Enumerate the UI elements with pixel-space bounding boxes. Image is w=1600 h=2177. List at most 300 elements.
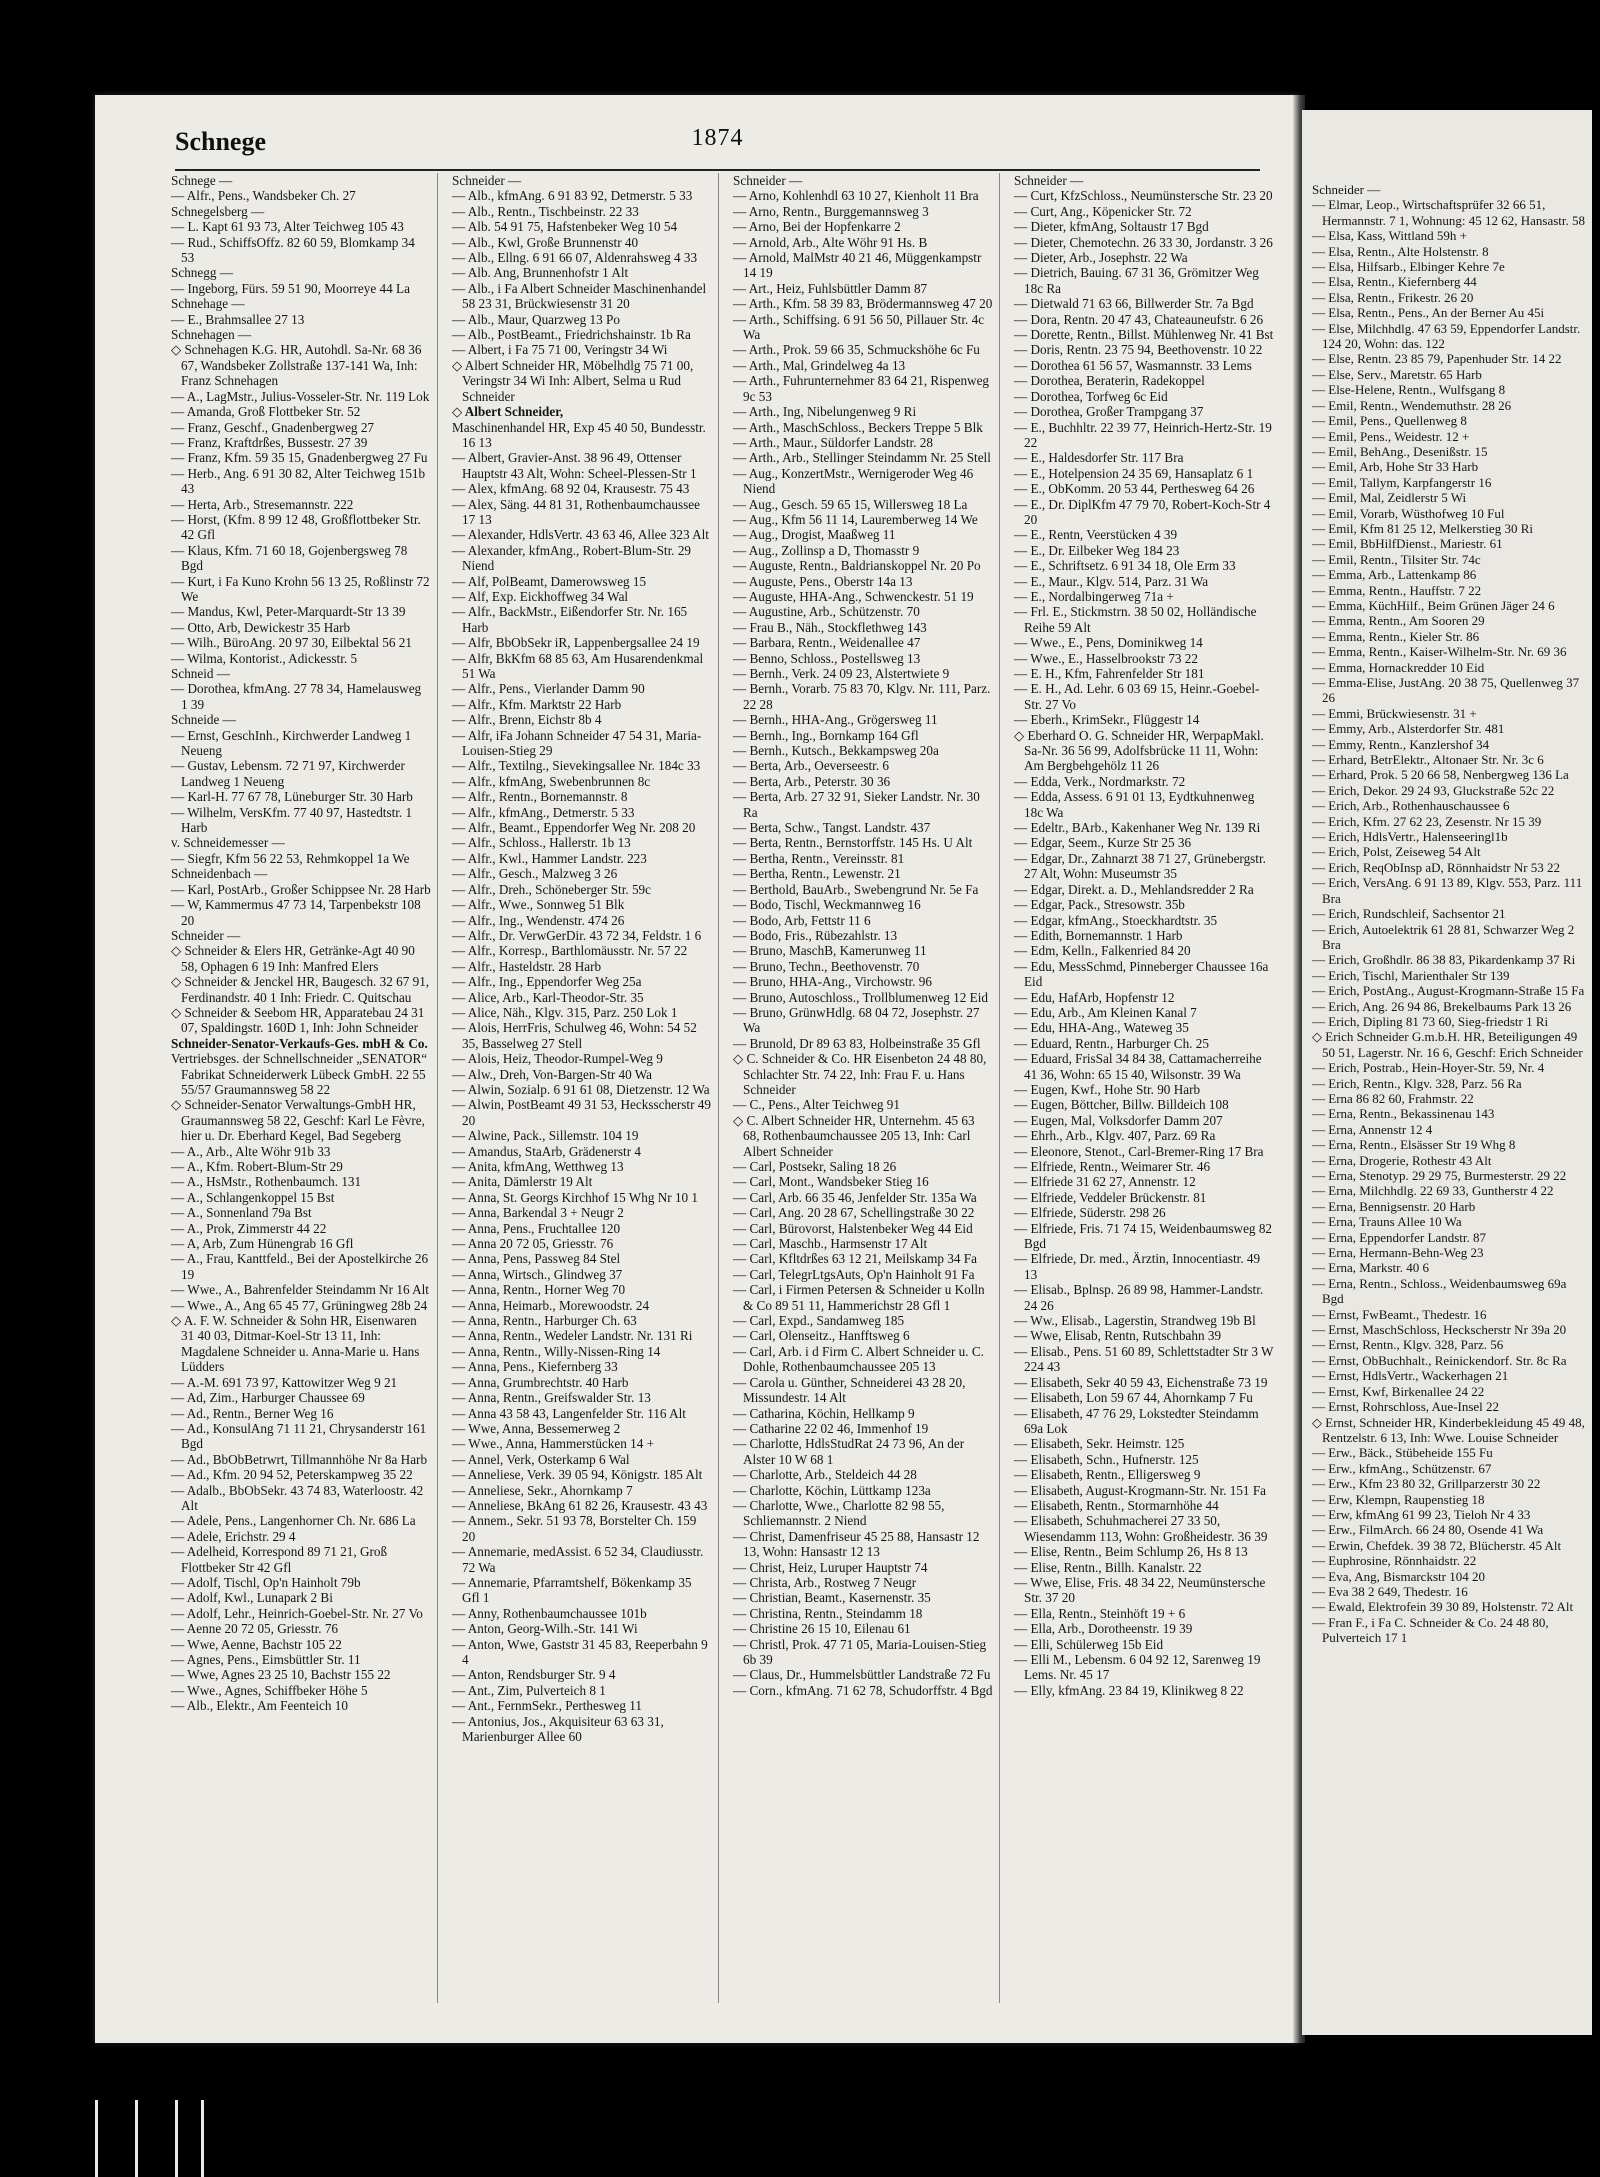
- directory-entry: — Anneliese, Sekr., Ahornkamp 7: [452, 1482, 633, 1498]
- directory-entry: ◇ Schneider & Elers HR, Getränke-Agt 40 90 58, Ophagen 6 19 Inh: Manfred Elers: [171, 943, 415, 974]
- directory-entry: — Erw, kfmAng 61 99 23, Tieloh Nr 4 33: [1312, 1506, 1531, 1522]
- directory-entry: — Aug., Kfm 56 11 14, Lauremberweg 14 We: [733, 511, 978, 527]
- adjacent-page-column: [1312, 182, 1588, 2025]
- directory-entry: — Karl-H. 77 67 78, Lüneburger Str. 30 Harb: [171, 789, 413, 805]
- directory-entry: — Elsa, Hilfsarb., Elbinger Kehre 7e: [1312, 259, 1505, 275]
- directory-entry: — Art., Heiz, Fuhlsbüttler Damm 87: [733, 280, 928, 296]
- directory-entry: — Catharina, Köchin, Hellkamp 9: [733, 1405, 915, 1421]
- directory-entry: — Alb., Rentn., Tischbeinstr. 22 33: [452, 203, 639, 219]
- directory-entry: — Frl. E., Stickmstrn. 38 50 02, Holländische Reihe 59 Alt: [1014, 604, 1257, 635]
- directory-entry: — Rud., SchiffsOffz. 82 60 59, Blomkamp 34 53: [171, 234, 415, 266]
- directory-entry: — Ehrh., Arb., Klgv. 407, Parz. 69 Ra: [1014, 1128, 1216, 1144]
- directory-entry: — Elisabeth, Rentn., Elligersweg 9: [1014, 1467, 1201, 1483]
- directory-entry: — Auguste, HHA-Ang., Schwenckestr. 51 19: [733, 588, 974, 604]
- directory-entry: — Eduard, FrisSal 34 84 38, Cattamacherreihe 41 36, Wohn: 65 15 40, Wilsonstr. 39 Wa: [1014, 1051, 1262, 1082]
- directory-entry: — Carl, i Firmen Petersen & Schneider u Kolln & Co 89 51 11, Hammerichstr 28 Gfl 1: [733, 1282, 985, 1313]
- directory-entry: — Eva, Ang, Bismarckstr 104 20: [1312, 1568, 1485, 1584]
- directory-entry: — Fran F., i Fa C. Schneider & Co. 24 48 80, Pulverteich 17 1: [1312, 1614, 1549, 1646]
- directory-entry: — Else, Rentn. 23 85 79, Papenhuder Str. 14 22: [1312, 351, 1562, 367]
- directory-entry: — Emil, Vorarb, Wüsthofweg 10 Ful: [1312, 505, 1505, 521]
- directory-entry: — Aug., Gesch. 59 65 15, Willersweg 18 La: [733, 496, 968, 512]
- directory-entry: — Carl, Olenseitz., Hanfftsweg 6: [733, 1328, 910, 1344]
- directory-entry: — Adele, Pens., Langenhorner Ch. Nr. 686 La: [171, 1513, 416, 1529]
- directory-entry: — Mandus, Kwl, Peter-Marquardt-Str 13 39: [171, 604, 406, 620]
- directory-entry: — Alfr., Hasteldstr. 28 Harb: [452, 958, 602, 974]
- directory-entry: — Ernst, GeschInh., Kirchwerder Landweg 1 Neueng: [171, 727, 412, 759]
- page-header: [175, 123, 1260, 163]
- directory-entry: — Erich, Dipling 81 73 60, Sieg-friedstr 1 Ri: [1312, 1013, 1549, 1029]
- directory-entry: ◇ Eberhard O. G. Schneider HR, WerpapMakl. Sa-Nr. 36 56 99, Adolfsbrücke 11 11, Wohn: Am Bergbehgehölz 11 26: [1014, 727, 1264, 774]
- directory-entry: — Charlotte, Arb., Steldeich 44 28: [733, 1467, 917, 1483]
- directory-entry: — Anton, Georg-Wilh.-Str. 141 Wi: [452, 1621, 638, 1637]
- directory-entry: ◇ Schnehagen K.G. HR, Autohdl. Sa-Nr. 68 36 67, Wandsbeker Zollstraße 137-141 Wa, Inh: Franz Schnehagen: [171, 342, 422, 389]
- directory-entry: — Dieter, kfmAng, Soltaustr 17 Bgd: [1014, 219, 1209, 235]
- directory-entry: — Carl, Maschb., Harmsenstr 17 Alt: [733, 1236, 928, 1252]
- directory-entry: — Emmy, Rentn., Kanzlershof 34: [1312, 736, 1490, 752]
- directory-entry: — Alex, kfmAng. 68 92 04, Krausestr. 75 43: [452, 481, 690, 497]
- directory-entry: — Edgar, Seem., Kurze Str 25 36: [1014, 835, 1192, 851]
- directory-entry: — Albert, Gravier-Anst. 38 96 49, Ottenser Hauptstr 43 Alt, Wohn: Scheel-Plessen-Str 1: [452, 450, 697, 481]
- directory-entry: — Edgar, Pack., Stresowstr. 35b: [1014, 897, 1185, 913]
- directory-entry: — Wilma, Kontorist., Adickesstr. 5: [171, 650, 358, 666]
- listing-column-3: [727, 173, 1000, 2003]
- directory-entry: — Else-Helene, Rentn., Wulfsgang 8: [1312, 382, 1506, 398]
- directory-entry: ◇ C. Schneider & Co. HR Eisenbeton 24 48 80, Schlachter Str. 74 22, Inh: Frau F. u. Hans Schneider: [733, 1051, 987, 1097]
- directory-entry: — Agnes, Pens., Eimsbüttler Str. 11: [171, 1652, 361, 1667]
- scan-marker-bar: [95, 2100, 98, 2177]
- page-number: 1874: [691, 125, 744, 151]
- directory-entry: — Christl, Prok. 47 71 05, Maria-Louisen-Stieg 6b 39: [733, 1636, 987, 1667]
- directory-entry: — Ant., FernmSekr., Perthesweg 11: [452, 1698, 642, 1714]
- scanned-directory-page: [95, 95, 1300, 2043]
- directory-entry: — Alfr, BbObSekr iR, Lappenbergsallee 24 19: [452, 635, 700, 651]
- directory-entry: — Dorothea 61 56 57, Wasmannstr. 33 Lems: [1014, 357, 1252, 373]
- directory-entry: — Erna, Rentn., Bekassinenau 143: [1312, 1106, 1495, 1122]
- directory-entry: — Alwin, PostBeamt 49 31 53, Hecksscherstr 49 20: [452, 1097, 711, 1128]
- directory-entry: — Curt, KfzSchloss., Neumünstersche Str. 23 20: [1014, 188, 1273, 204]
- directory-entry: — Ad., KonsulAng 71 11 21, Chrysanderstr 161 Bgd: [171, 1420, 427, 1452]
- directory-entry: — Charlotte, Köchin, Lüttkamp 123a: [733, 1482, 931, 1498]
- directory-entry: — Erich, PostAng., August-Krogmann-Straße 15 Fa: [1312, 983, 1585, 999]
- directory-entry: — Alf, PolBeamt, Damerowsweg 15: [452, 573, 647, 589]
- running-head: Schnege: [175, 127, 266, 156]
- directory-entry: Schnehage —: [171, 296, 245, 312]
- directory-entry: — Emma, Hornackredder 10 Eid: [1312, 659, 1485, 675]
- directory-entry: — Erich, Dekor. 29 24 93, Gluckstraße 52c 22: [1312, 782, 1555, 798]
- directory-entry: — Alfr., kfmAng, Swebenbrunnen 8c: [452, 773, 651, 789]
- directory-entry: — Eleonore, Stenot., Carl-Bremer-Ring 17 Bra: [1014, 1143, 1264, 1159]
- adjacent-page: [1302, 110, 1592, 2035]
- directory-entry: — Emmy, Arb., Alsterdorfer Str. 481: [1312, 721, 1505, 737]
- directory-entry: — Edu, HHA-Ang., Wateweg 35: [1014, 1020, 1189, 1036]
- directory-entry: — Eugen, Mal, Volksdorfer Damm 207: [1014, 1112, 1223, 1128]
- directory-entry: Schneidenbach —: [171, 866, 268, 882]
- directory-entry: — Dorette, Rentn., Billst. Mühlenweg Nr. 41 Bst: [1014, 327, 1274, 343]
- directory-entry: — E., ObKomm. 20 53 44, Perthesweg 64 26: [1014, 481, 1255, 497]
- directory-entry: — Erich, ReqObInsp aD, Rönnhaidstr Nr 53 22: [1312, 859, 1561, 875]
- directory-entry: — Erich, Großhdlr. 86 38 83, Pikardenkamp 37 Ri: [1312, 952, 1576, 968]
- directory-entry: — A., HsMstr., Rothenbaumch. 131: [171, 1174, 362, 1190]
- directory-entry: — Curt, Ang., Köpenicker Str. 72: [1014, 203, 1192, 219]
- directory-entry: — Erna, Trauns Allee 10 Wa: [1312, 1214, 1462, 1230]
- directory-entry: — Anita, kfmAng, Wetthweg 13: [452, 1159, 624, 1174]
- directory-entry: — Emil, Kfm 81 25 12, Melkerstieg 30 Ri: [1312, 520, 1533, 536]
- directory-entry: — E., Schriftsetz. 6 91 34 18, Ole Erm 33: [1014, 558, 1236, 574]
- directory-entry: — E., Dr. DiplKfm 47 79 70, Robert-Koch-Str 4 20: [1014, 496, 1271, 527]
- directory-entry: — Ad., BbObBetrwrt, Tillmannhöhe Nr 8a Harb: [171, 1451, 428, 1467]
- directory-entry: — Erich, Ang. 26 94 86, Brekelbaums Park 13 26: [1312, 998, 1572, 1014]
- directory-entry: — Arth., Ing, Nibelungenweg 9 Ri: [733, 404, 917, 420]
- directory-entry: ◇ Schneider & Seebom HR, Apparatebau 24 31 07, Spaldingstr. 160D 1, Inh: John Schneider: [171, 1004, 425, 1036]
- directory-entry: — Adalb., BbObSekr. 43 74 83, Waterloostr. 42 Alt: [171, 1482, 424, 1513]
- directory-entry: — Arth., Prok. 59 66 35, Schmuckshöhe 6c Fu: [733, 342, 980, 358]
- directory-entry: — Klaus, Kfm. 71 60 18, Gojenbergsweg 78 Bgd: [171, 542, 408, 574]
- directory-entry: — Anna, Pens, Passweg 84 Stel: [452, 1251, 621, 1267]
- directory-entry: — Amanda, Groß Flottbeker Str. 52: [171, 404, 361, 420]
- directory-entry: — Edeltr., BArb., Kakenhaner Weg Nr. 139 Ri: [1014, 820, 1261, 836]
- directory-entry: — Christ, Damenfriseur 45 25 88, Hansastr 12 13, Wohn: Hansastr 12 13: [733, 1528, 980, 1560]
- directory-entry: — Ernst, ObBuchhalt., Reinickendorf. Str. 8c Ra: [1312, 1352, 1567, 1368]
- directory-entry: — Charlotte, HdlsStudRat 24 73 96, An der Alster 10 W 68 1: [733, 1436, 965, 1467]
- directory-entry: — Bruno, Techn., Beethovenstr. 70: [733, 958, 920, 974]
- directory-entry: — Elisabeth, Rentn., Stormarnhöhe 44: [1014, 1497, 1219, 1513]
- directory-entry: — Ella, Rentn., Steinhöft 19 + 6: [1014, 1605, 1186, 1621]
- directory-entry: — Wilhelm, VersKfm. 77 40 97, Hastedtstr. 1 Harb: [171, 804, 413, 836]
- directory-entry: — A, Arb, Zum Hünengrab 16 Gfl: [171, 1236, 354, 1252]
- directory-entry: — Anna, Pens., Fruchtallee 120: [452, 1220, 621, 1236]
- directory-entry: — Elsa, Rentn., Pens., An der Berner Au 45i: [1312, 305, 1545, 321]
- directory-entry: — Erna, Annenstr 12 4: [1312, 1121, 1433, 1137]
- directory-entry: — Alfr., Textilng., Sievekingsallee Nr. 184c 33: [452, 758, 701, 774]
- directory-entry: — Bernh., Ing., Bornkamp 164 Gfl: [733, 727, 919, 743]
- directory-entry: — Anna 43 58 43, Langenfelder Str. 116 Alt: [452, 1405, 686, 1421]
- directory-entry: — Wwe, Elisab, Rentn, Rutschbahn 39: [1014, 1328, 1222, 1344]
- directory-entry: — Erna, Hermann-Behn-Weg 23: [1312, 1245, 1484, 1261]
- directory-entry: — Elfriede, Rentn., Weimarer Str. 46: [1014, 1159, 1211, 1174]
- directory-entry: — Elfriede 31 62 27, Annenstr. 12: [1014, 1174, 1196, 1190]
- directory-entry: — Erw., kfmAng., Schützenstr. 67: [1312, 1460, 1492, 1476]
- directory-entry: Maschinenhandel HR, Exp 45 40 50, Bundesstr. 16 13: [452, 419, 706, 450]
- directory-entry: — Carola u. Günther, Schneiderei 43 28 20, Missundestr. 14 Alt: [733, 1374, 966, 1406]
- directory-entry: — Erich, Rundschleif, Sachsentor 21: [1312, 906, 1506, 922]
- directory-entry: — Bernh., HHA-Ang., Grögersweg 11: [733, 712, 938, 728]
- directory-entry: — Alois, Heiz, Theodor-Rumpel-Weg 9: [452, 1051, 663, 1067]
- directory-entry: — Elise, Rentn., Beim Schlump 26, Hs 8 13: [1014, 1544, 1248, 1560]
- directory-entry: — Alice, Arb., Karl-Theodor-Str. 35: [452, 989, 644, 1005]
- directory-entry: — Elsa, Rentn., Alte Holstenstr. 8: [1312, 243, 1489, 259]
- directory-entry: — Arth., Kfm. 58 39 83, Brödermannsweg 47 20: [733, 296, 993, 312]
- directory-entry: — Elli M., Lebensm. 6 04 92 12, Sarenweg 19 Lems. Nr. 45 17: [1014, 1652, 1261, 1683]
- directory-entry: — Alb. Ang, Brunnenhofstr 1 Alt: [452, 265, 629, 281]
- directory-entry: — Alb., kfmAng. 6 91 83 92, Detmerstr. 5 33: [452, 188, 693, 204]
- directory-entry: — Wwe, Aenne, Bachstr 105 22: [171, 1636, 342, 1652]
- directory-entry: — Adelheid, Korrespond 89 71 21, Groß Flottbeker Str 42 Gfl: [171, 1544, 388, 1575]
- directory-entry: Schneid —: [171, 666, 230, 681]
- directory-entry: — Carl, Ang. 20 28 67, Schellingstraße 30 22: [733, 1205, 975, 1221]
- directory-entry: — Anny, Rothenbaumchaussee 101b: [452, 1605, 647, 1621]
- directory-entry: — Erich, Postrab., Hein-Hoyer-Str. 59, Nr. 4: [1312, 1060, 1545, 1076]
- directory-entry: — Benno, Schloss., Postellsweg 13: [733, 650, 921, 666]
- directory-entry: — A., Prok, Zimmerstr 44 22: [171, 1220, 327, 1236]
- directory-entry: — Alfr., Wwe., Sonnweg 51 Blk: [452, 897, 625, 913]
- directory-entry: — E., Rentn, Veerstücken 4 39: [1014, 527, 1178, 543]
- directory-entry: — Catharine 22 02 46, Immenhof 19: [733, 1420, 929, 1436]
- directory-entry: — Carl, Expd., Sandamweg 185: [733, 1313, 905, 1329]
- directory-entry: — Gustav, Lebensm. 72 71 97, Kirchwerder Landweg 1 Neueng: [171, 758, 405, 789]
- directory-entry: — E., Brahmsallee 27 13: [171, 311, 305, 327]
- directory-entry: — Emma, Rentn., Kieler Str. 86: [1312, 628, 1480, 644]
- directory-entry: — Alb., Ellng. 6 91 66 07, Aldenrahsweg 4 33: [452, 250, 698, 266]
- directory-entry: — Franz, Geschf., Gnadenbergweg 27: [171, 419, 375, 435]
- directory-entry: Schneider —: [452, 173, 522, 188]
- directory-entry: — Alfr., BackMstr., Eißendorfer Str. Nr. 165 Harb: [452, 604, 688, 635]
- directory-entry: — Charlotte, Wwe., Charlotte 82 98 55, Schliemannstr. 2 Niend: [733, 1497, 945, 1529]
- directory-entry: Schneider-Senator-Verkaufs-Ges. mbH & Co.: [171, 1035, 428, 1051]
- directory-entry: — Erna, Rentn., Schloss., Weidenbaumsweg 69a Bgd: [1312, 1275, 1567, 1307]
- directory-entry: — Eduard, Rentn., Harburger Ch. 25: [1014, 1035, 1209, 1051]
- directory-entry: — Ad, Zim., Harburger Chaussee 69: [171, 1390, 365, 1406]
- directory-entry: — Erich, Arb., Rothenhauschaussee 6: [1312, 798, 1510, 814]
- directory-entry: — Arnold, MalMstr 40 21 46, Müggenkampstr 14 19: [733, 250, 982, 281]
- listing-column-2: [446, 173, 719, 2003]
- directory-entry: — Alb., Maur, Quarzweg 13 Po: [452, 311, 620, 327]
- directory-entry: — Elfriede, Süderstr. 298 26: [1014, 1205, 1166, 1221]
- directory-entry: — Erna, Eppendorfer Landstr. 87: [1312, 1229, 1487, 1245]
- directory-entry: — Ernst, Kwf, Birkenallee 24 22: [1312, 1383, 1485, 1399]
- directory-entry: — Anna, Barkendal 3 + Neugr 2: [452, 1205, 624, 1221]
- directory-entry: — Alfr., Dr. VerwGerDir. 43 72 34, Feldstr. 1 6: [452, 927, 702, 943]
- directory-entry: — Erw., FilmArch. 66 24 80, Osende 41 Wa: [1312, 1522, 1544, 1538]
- directory-entry: — Anna, Rentn., Wedeler Landstr. Nr. 131 Ri: [452, 1328, 693, 1344]
- directory-entry: — Erich, Kfm. 27 62 23, Zesenstr. Nr 15 39: [1312, 813, 1542, 829]
- directory-entry: — Bodo, Tischl, Weckmannweg 16: [733, 897, 921, 913]
- directory-entry: — Alfr, iFa Johann Schneider 47 54 31, Maria-Louisen-Stieg 29: [452, 727, 702, 759]
- directory-entry: — Erich, Polst, Zeiseweg 54 Alt: [1312, 844, 1481, 860]
- directory-entry: Schneider —: [1014, 173, 1084, 188]
- directory-entry: ◇ Schneider & Jenckel HR, Baugesch. 32 67 91, Ferdinandstr. 40 1 Inh: Friedr. C. Quitschau: [171, 974, 430, 1005]
- directory-entry: ◇ A. F. W. Schneider & Sohn HR, Eisenwaren 31 40 03, Ditmar-Koel-Str 13 11, Inh: Magdalene Schneider u. Anna-Marie u. Hans Lüdders: [171, 1313, 420, 1375]
- directory-entry: — Elsa, Rentn., Frikestr. 26 20: [1312, 289, 1474, 305]
- directory-entry: — Arnold, Arb., Alte Wöhr 91 Hs. B: [733, 234, 928, 250]
- directory-entry: — Anna 20 72 05, Griesstr. 76: [452, 1236, 614, 1252]
- directory-entry: Vertriebsges. der Schnellschneider „SENATOR“ Fabrikat Schneiderwerk Lübeck GmbH. 22 55 55/57 Graumannsweg 58 22: [171, 1051, 428, 1097]
- directory-entry: — A., Schlangenkoppel 15 Bst: [171, 1189, 335, 1205]
- directory-entry: — Berta, Schw., Tangst. Landstr. 437: [733, 820, 931, 836]
- directory-entry: — Erhard, Prok. 5 20 66 58, Nenbergweg 136 La: [1312, 767, 1569, 783]
- listing-columns: [165, 173, 1280, 2003]
- directory-entry: — Else, Serv., Maretstr. 65 Harb: [1312, 366, 1482, 382]
- directory-entry: Schneider —: [1312, 182, 1381, 197]
- directory-entry: — A., LagMstr., Julius-Vosseler-Str. Nr. 119 Lok: [171, 388, 430, 404]
- directory-entry: — Anna, Rentn., Harburger Ch. 63: [452, 1313, 637, 1329]
- directory-entry: — Bruno, GrünwHdlg. 68 04 72, Josephstr. 27 Wa: [733, 1004, 980, 1036]
- directory-entry: — Erna, Drogerie, Rothestr 43 Alt: [1312, 1152, 1492, 1168]
- directory-entry: — Arth., Arb., Stellinger Steindamm Nr. 25 Stell: [733, 450, 991, 466]
- directory-entry: — Amandus, StaArb, Grädenerstr 4: [452, 1143, 641, 1159]
- directory-entry: — Adolf, Lehr., Heinrich-Goebel-Str. Nr. 27 Vo: [171, 1605, 423, 1621]
- directory-entry: — Elisab., Pens. 51 60 89, Schlettstadter Str 3 W 224 43: [1014, 1343, 1274, 1375]
- directory-entry: — Alb., i Fa Albert Schneider Maschinenhandel 58 23 31, Brückwiesenstr 31 20: [452, 280, 707, 312]
- directory-entry: — Annemarie, medAssist. 6 52 34, Claudiusstr. 72 Wa: [452, 1544, 704, 1575]
- directory-entry: — Alfr., Brenn, Eichstr 8b 4: [452, 712, 602, 728]
- directory-entry: — Auguste, Pens., Oberstr 14a 13: [733, 573, 913, 589]
- directory-entry: — Aug., KonzertMstr., Wernigeroder Weg 46 Niend: [733, 465, 974, 497]
- directory-entry: Schnehagen —: [171, 327, 252, 343]
- directory-entry: — Carl, Arb. i d Firm C. Albert Schneider u. C. Dohle, Rothenbaumchaussee 205 13: [733, 1343, 984, 1375]
- directory-entry: — Elisabeth, August-Krogmann-Str. Nr. 151 Fa: [1014, 1482, 1267, 1498]
- directory-entry: — Edgar, Dr., Zahnarzt 38 71 27, Grünebergstr. 27 Alt, Wohn: Museumstr 35: [1014, 850, 1266, 882]
- directory-entry: — Annemarie, Pfarramtshelf, Bökenkamp 35 Gfl 1: [452, 1574, 692, 1606]
- directory-entry: — Carl, Bürovorst, Halstenbeker Weg 44 Eid: [733, 1220, 973, 1236]
- directory-entry: — L. Kapt 61 93 73, Alter Teichweg 105 43: [171, 219, 404, 235]
- directory-entry: — Alois, HerrFris, Schulweg 46, Wohn: 54 52 35, Basselweg 27 Stell: [452, 1020, 697, 1051]
- directory-entry: — Ernst, Rohrschloss, Aue-Insel 22: [1312, 1399, 1500, 1415]
- directory-entry: — Ernst, Rentn., Klgv. 328, Parz. 56: [1312, 1337, 1504, 1353]
- directory-entry: — Bernh., Verk. 24 09 23, Alstertwiete 9: [733, 666, 950, 681]
- directory-entry: — Dieter, Arb., Josephstr. 22 Wa: [1014, 250, 1188, 266]
- directory-entry: — Aenne 20 72 05, Griesstr. 76: [171, 1621, 339, 1637]
- directory-entry: — E. H., Ad. Lehr. 6 03 69 15, Heinr.-Goebel-Str. 27 Vo: [1014, 681, 1260, 712]
- directory-entry: — Alfr., Schloss., Hallerstr. 1b 13: [452, 835, 631, 851]
- directory-entry: — Edgar, Direkt. a. D., Mehlandsredder 2 Ra: [1014, 881, 1254, 897]
- directory-entry: — Erna, Rentn., Elsässer Str 19 Whg 8: [1312, 1137, 1516, 1153]
- directory-entry: — Arth., Schiffsing. 6 91 56 50, Pillauer Str. 4c Wa: [733, 311, 985, 343]
- directory-entry: — Bruno, Autoschloss., Trollblumenweg 12 Eid: [733, 989, 988, 1005]
- directory-entry: — Alb. 54 91 75, Hafstenbeker Weg 10 54: [452, 219, 678, 235]
- directory-entry: — Arth., MaschSchloss., Beckers Treppe 5 Blk: [733, 419, 983, 435]
- directory-entry: — Anna, Rentn., Horner Weg 70: [452, 1282, 626, 1298]
- header-rule: [175, 169, 1260, 171]
- directory-entry: — W, Kammermus 47 73 14, Tarpenbekstr 108 20: [171, 897, 421, 928]
- directory-entry: — Elisabeth, 47 76 29, Lokstedter Steindamm 69a Lok: [1014, 1405, 1259, 1436]
- directory-entry: — Anna, Heimarb., Morewoodstr. 24: [452, 1297, 650, 1313]
- directory-entry: — Dieter, Chemotechn. 26 33 30, Jordanstr. 3 26: [1014, 234, 1273, 250]
- directory-entry: — Wwe., E., Pens, Dominikweg 14: [1014, 635, 1203, 651]
- directory-entry: — Emil, Pens., Weidestr. 12 +: [1312, 428, 1470, 444]
- directory-entry: — Dorothea, kfmAng. 27 78 34, Hamelausweg 1 39: [171, 681, 422, 712]
- directory-entry: — Adolf, Tischl, Op'n Hainholt 79b: [171, 1574, 361, 1590]
- directory-entry: — Erich, HdlsVertr., Halenseeringl1b: [1312, 829, 1508, 845]
- directory-entry: — Anneliese, BkAng 61 82 26, Krausestr. 43 43: [452, 1497, 708, 1513]
- directory-entry: — Bruno, MaschB, Kamerunweg 11: [733, 943, 927, 959]
- directory-entry: — Alw., Dreh, Von-Bargen-Str 40 Wa: [452, 1066, 653, 1082]
- directory-entry: — Alfr., kfmAng., Detmerstr. 5 33: [452, 804, 635, 820]
- directory-entry: — Arno, Kohlenhdl 63 10 27, Kienholt 11 Bra: [733, 188, 979, 204]
- directory-entry: — Carl, Arb. 66 35 46, Jenfelder Str. 135a Wa: [733, 1189, 977, 1205]
- directory-entry: — Anna, Grumbrechtstr. 40 Harb: [452, 1374, 629, 1390]
- directory-entry: — Elmar, Leop., Wirtschaftsprüfer 32 66 51, Hermannstr. 7 1, Wohnung: 45 12 62, Hansastr. 58: [1312, 197, 1586, 228]
- directory-entry: Schneider —: [171, 927, 241, 943]
- directory-entry: — Alb., PostBeamt., Friedrichshainstr. 1b Ra: [452, 327, 691, 343]
- directory-entry: — Augustine, Arb., Schützenstr. 70: [733, 604, 920, 620]
- directory-entry: — Elly, kfmAng. 23 84 19, Klinikweg 8 22: [1014, 1682, 1244, 1698]
- directory-entry: — Elisabeth, Sekr. Heimstr. 125: [1014, 1436, 1185, 1452]
- directory-entry: — Elfriede, Veddeler Brückenstr. 81: [1014, 1189, 1207, 1205]
- directory-entry: — Kurt, i Fa Kuno Krohn 56 13 25, Roßlinstr 72 We: [171, 573, 430, 604]
- directory-entry: — Alwin, Sozialp. 6 91 61 08, Dietzenstr. 12 Wa: [452, 1081, 710, 1097]
- directory-entry: — Alfr., Kwl., Hammer Landstr. 223: [452, 850, 647, 866]
- directory-entry: — Erna 86 82 60, Frahmstr. 22: [1312, 1090, 1474, 1106]
- directory-entry: ◇ Erich Schneider G.m.b.H. HR, Beteiligungen 49 50 51, Lagerstr. Nr. 16 6, Geschf: Erich Schneider: [1312, 1029, 1583, 1060]
- directory-entry: — Alfr, BkKfm 68 85 63, Am Husarendenkmal 51 Wa: [452, 650, 704, 681]
- directory-entry: — Elli, Schülerweg 15b Eid: [1014, 1636, 1164, 1652]
- directory-entry: — Alfr., Rentn., Bornemannstr. 8: [452, 789, 628, 805]
- directory-entry: — Anna, Rentn., Willy-Nissen-Ring 14: [452, 1343, 661, 1359]
- directory-entry: — Herta, Arb., Stresemannstr. 222: [171, 496, 354, 512]
- directory-entry: — Alfr., Dreh., Schöneberger Str. 59c: [452, 881, 651, 897]
- directory-entry: — Anna, Pens., Kiefernberg 33: [452, 1359, 618, 1375]
- directory-entry: — Bodo, Arb, Fettstr 11 6: [733, 912, 871, 928]
- directory-entry: — Erna, Markstr. 40 6: [1312, 1260, 1429, 1276]
- directory-entry: — Erhard, BetrElektr., Altonaer Str. Nr. 3c 6: [1312, 752, 1544, 768]
- directory-entry: — Edu, Arb., Am Kleinen Kanal 7: [1014, 1004, 1197, 1020]
- directory-entry: Schneide —: [171, 712, 236, 728]
- directory-entry: — Anton, Rendsburger Str. 9 4: [452, 1667, 616, 1683]
- directory-entry: — Ingeborg, Fürs. 59 51 90, Moorreye 44 La: [171, 280, 410, 296]
- directory-entry: — Emil, Rentn., Tilsiter Str. 74c: [1312, 551, 1481, 567]
- directory-entry: — Dietwald 71 63 66, Billwerder Str. 7a Bgd: [1014, 296, 1254, 312]
- directory-entry: — Erich, Rentn., Klgv. 328, Parz. 56 Ra: [1312, 1075, 1522, 1091]
- directory-entry: — Alice, Näh., Klgv. 315, Parz. 250 Lok 1: [452, 1004, 678, 1020]
- directory-entry: — Dora, Rentn. 20 47 43, Chateauneufstr. 6 26: [1014, 311, 1264, 327]
- directory-entry: ◇ C. Albert Schneider HR, Unternehm. 45 63 68, Rothenbaumchaussee 205 13, Inh: Carl Albert Schneider: [733, 1112, 975, 1159]
- directory-entry: — Erna, Stenotyp. 29 29 75, Burmesterstr. 29 22: [1312, 1168, 1567, 1183]
- directory-entry: — Emma, KüchHilf., Beim Grünen Jäger 24 6: [1312, 597, 1555, 613]
- directory-entry: — Antonius, Jos., Akquisiteur 63 63 31, Marienburger Allee 60: [452, 1713, 664, 1745]
- directory-entry: — Otto, Arb, Dewickestr 35 Harb: [171, 619, 351, 635]
- directory-entry: — Carl, Postsekr, Saling 18 26: [733, 1159, 897, 1174]
- directory-entry: — Wwe, Anna, Bessemerweg 2: [452, 1420, 621, 1436]
- directory-entry: — Franz, Kfm. 59 35 15, Gnadenbergweg 27 Fu: [171, 450, 428, 466]
- directory-entry: — Emil, Tallym, Karpfangerstr 16: [1312, 474, 1492, 490]
- directory-entry: — Elsa, Kass, Wittland 59h +: [1312, 228, 1467, 244]
- directory-entry: — Bertha, Rentn., Vereinsstr. 81: [733, 850, 905, 866]
- directory-entry: — Arno, Bei der Hopfenkarre 2: [733, 219, 901, 235]
- directory-entry: — Alfr., Beamt., Eppendorfer Weg Nr. 208 20: [452, 820, 696, 836]
- directory-entry: — Alf, Exp. Eickhoffweg 34 Wal: [452, 588, 629, 604]
- directory-entry: — Arth., Fuhrunternehmer 83 64 21, Rispenweg 9c 53: [733, 373, 990, 404]
- directory-entry: — E., Hotelpension 24 35 69, Hansaplatz 6 1: [1014, 465, 1254, 481]
- directory-entry: — Elfriede, Dr. med., Ärztin, Innocentiastr. 49 13: [1014, 1251, 1261, 1282]
- directory-entry: — Adolf, Kwl., Lunapark 2 Bi: [171, 1590, 333, 1606]
- directory-entry: — Eberh., KrimSekr., Flüggestr 14: [1014, 712, 1200, 728]
- directory-entry: — Emma, Rentn., Kaiser-Wilhelm-Str. Nr. 69 36: [1312, 644, 1567, 660]
- scan-marker-bars: [95, 2100, 205, 2177]
- directory-entry: — Siegfr, Kfm 56 22 53, Rehmkoppel 1a We: [171, 850, 410, 866]
- directory-entry: — Wwe, Agnes 23 25 10, Bachstr 155 22: [171, 1667, 391, 1683]
- directory-entry: v. Schneidemesser —: [171, 835, 285, 851]
- directory-entry: — Anna, Rentn., Greifswalder Str. 13: [452, 1390, 651, 1406]
- directory-entry: — Elisab., Bplnsp. 26 89 98, Hammer-Landstr. 24 26: [1014, 1282, 1264, 1313]
- directory-entry: — Barbara, Rentn., Weidenallee 47: [733, 635, 921, 651]
- directory-entry: Schnegelsberg —: [171, 203, 265, 219]
- directory-entry: — Elsa, Rentn., Kiefernberg 44: [1312, 274, 1477, 290]
- directory-entry: — E. H., Kfm, Fahrenfelder Str 181: [1014, 666, 1205, 681]
- directory-entry: ◇ Schneider-Senator Verwaltungs-GmbH HR, Graumannsweg 58 22, Geschf: Karl Le Fèvre, hier u. Dr. Eberhard Kegel, Bad Segeberg: [171, 1097, 425, 1144]
- directory-entry: — Bodo, Fris., Rübezahlstr. 13: [733, 927, 898, 943]
- directory-entry: — Carl, Kfltdrßes 63 12 21, Meilskamp 34 Fa: [733, 1251, 977, 1267]
- directory-entry: — Christina, Rentn., Steindamm 18: [733, 1605, 923, 1621]
- directory-entry: — Edda, Verk., Nordmarkstr. 72: [1014, 773, 1186, 789]
- directory-entry: — Adele, Erichstr. 29 4: [171, 1528, 296, 1544]
- directory-entry: — Wwe., Anna, Hammerstücken 14 +: [452, 1436, 655, 1452]
- directory-entry: — Alfr., Pens., Wandsbeker Ch. 27: [171, 188, 356, 204]
- directory-entry: — Emmi, Brückwiesenstr. 31 +: [1312, 705, 1477, 721]
- directory-entry: — Alwine, Pack., Sillemstr. 104 19: [452, 1128, 639, 1144]
- directory-entry: — Edgar, kfmAng., Stoeckhardtstr. 35: [1014, 912, 1218, 928]
- directory-entry: — Edith, Bornemannstr. 1 Harb: [1014, 927, 1183, 943]
- directory-entry: — E., Dr. Eilbeker Weg 184 23: [1014, 542, 1180, 558]
